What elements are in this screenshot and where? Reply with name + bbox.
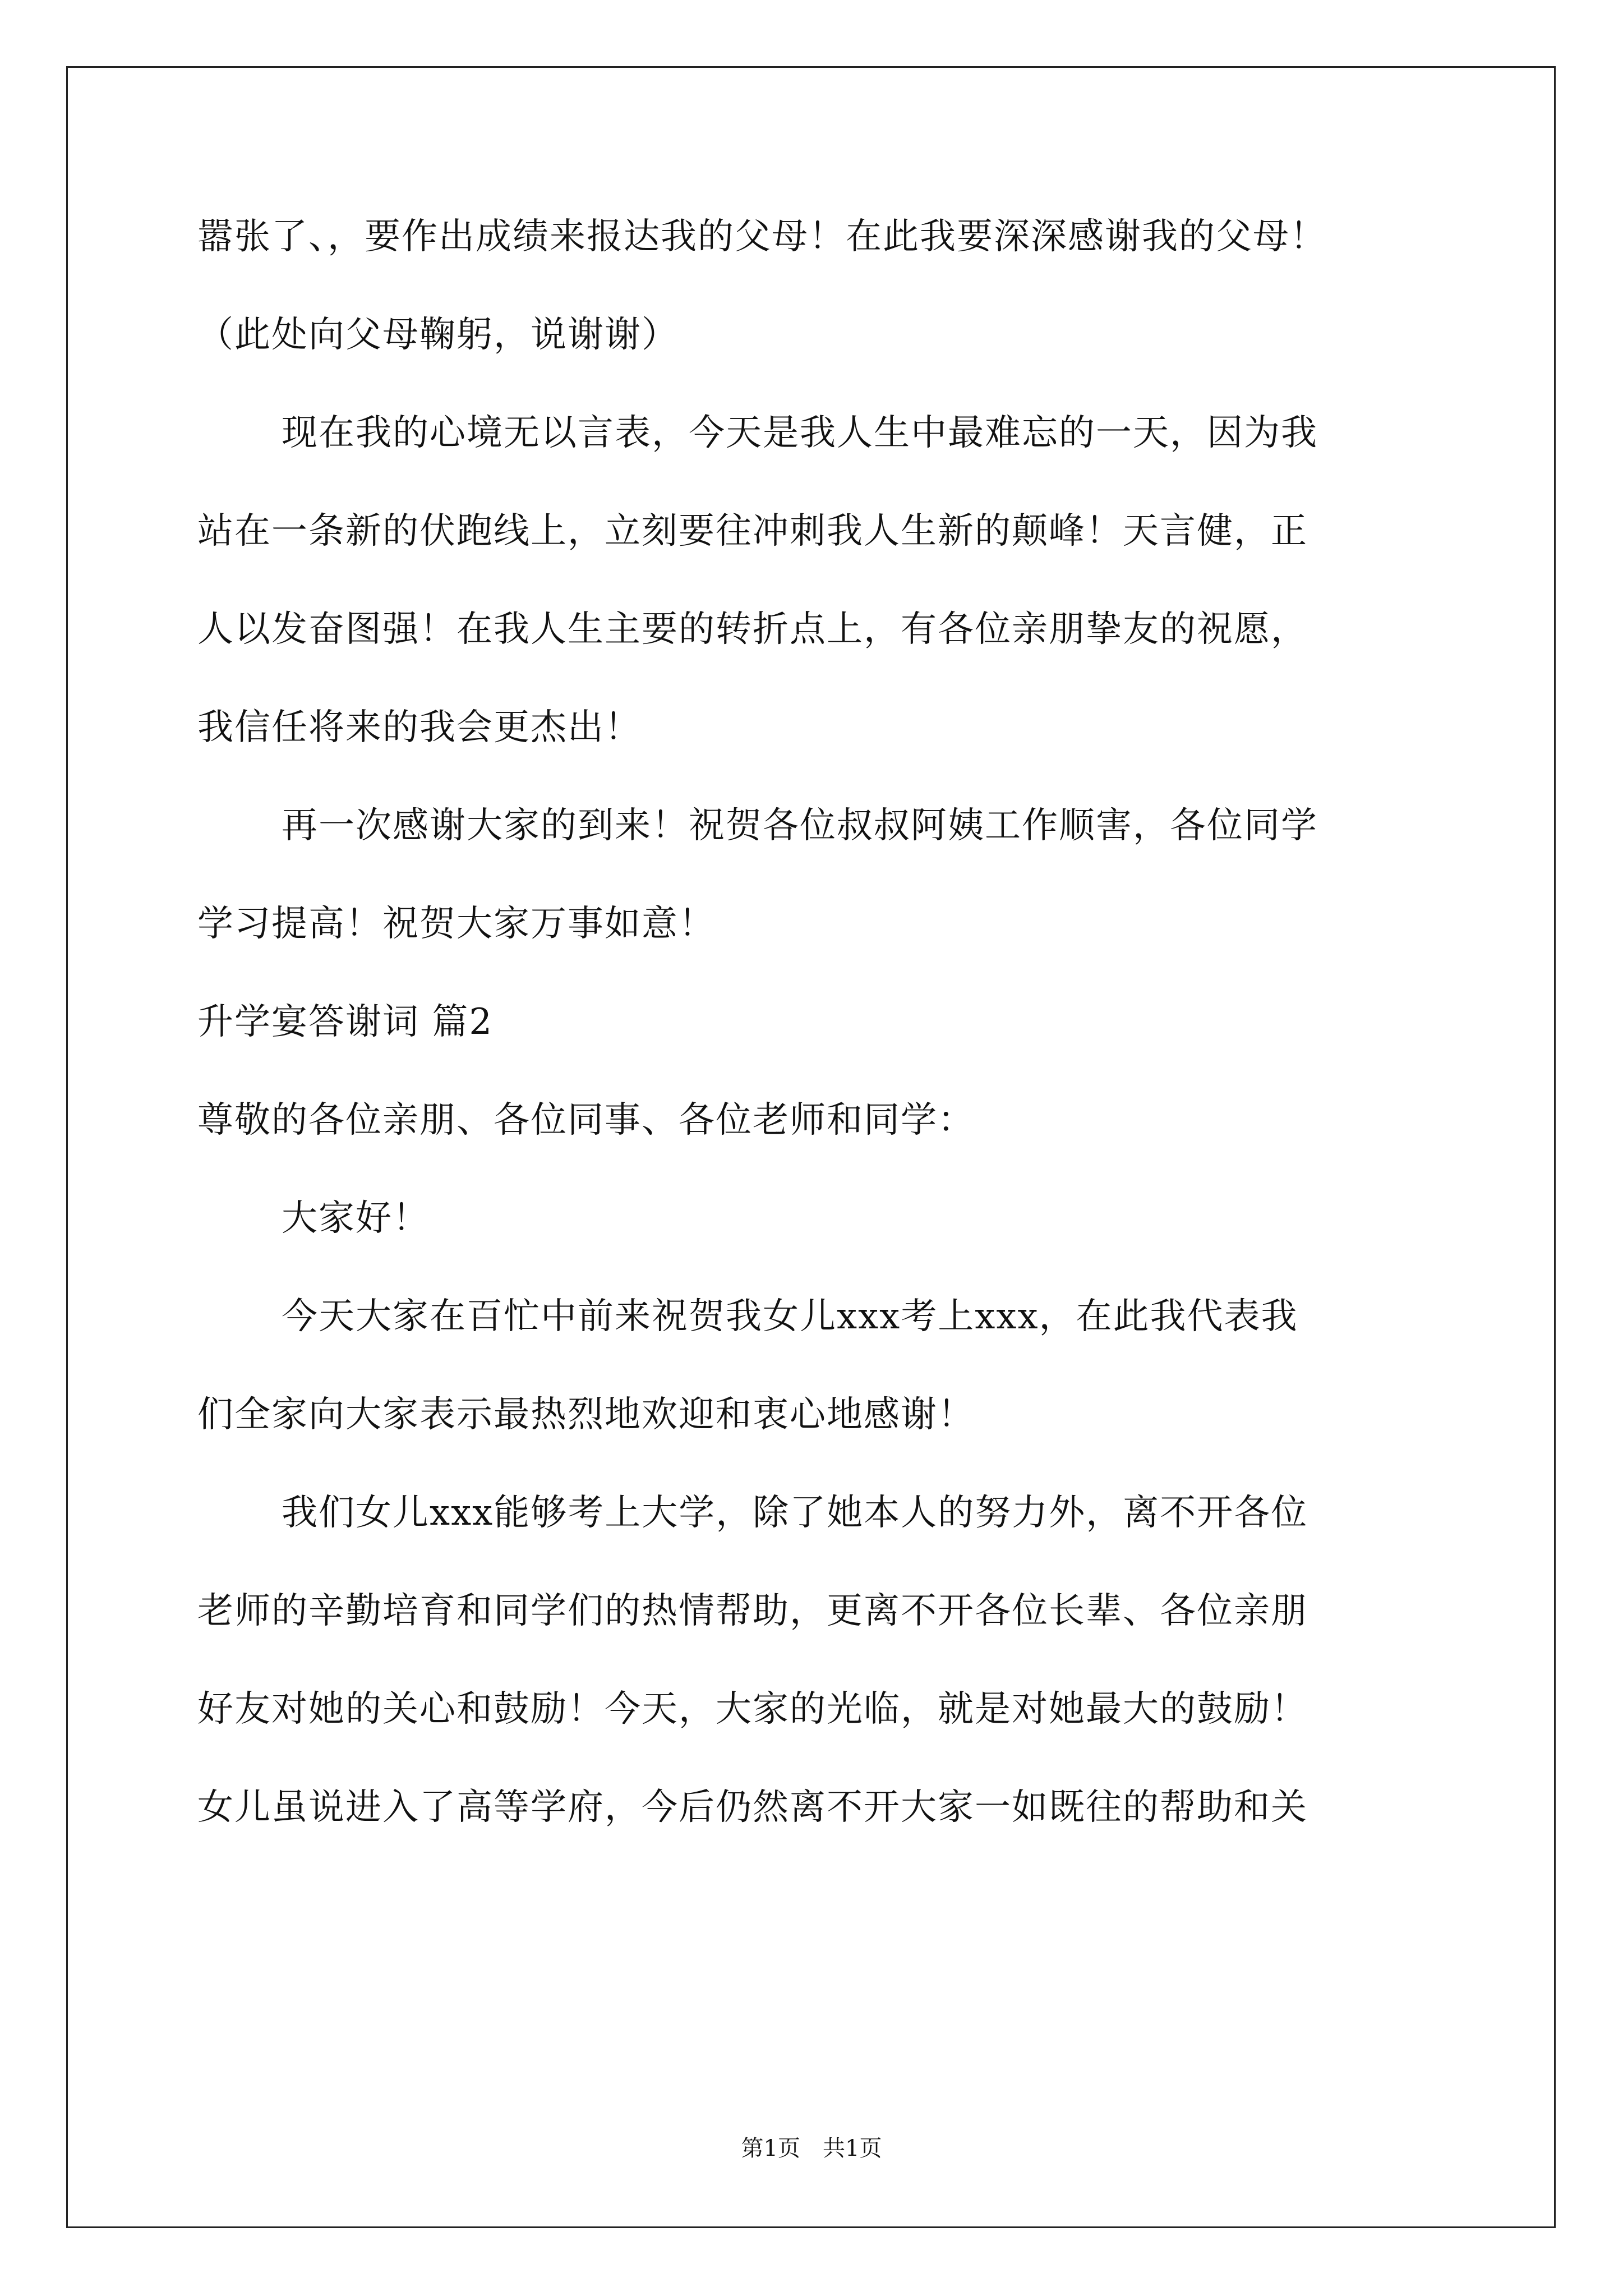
page-number-footer: 第1页 共1页 (741, 2136, 882, 2161)
paragraph-line: 们全家向大家表示最热烈地欢迎和衷心地感谢！ (197, 1394, 975, 1435)
paragraph-line: 再一次感谢大家的到来！祝贺各位叔叔阿姨工作顺害，各位同学 (282, 805, 1318, 846)
paragraph-line: 现在我的心境无以言表，今天是我人生中最难忘的一天，因为我 (282, 412, 1318, 454)
paragraph-line: （此处向父母鞠躬，说谢谢） (197, 314, 679, 356)
paragraph-line: 好友对她的关心和鼓励！今天，大家的光临，就是对她最大的鼓励！ (197, 1688, 1308, 1730)
paragraph-line: 嚣张了、，要作出成绩来报达我的父母！在此我要深深感谢我的父母！ (197, 216, 1327, 257)
document-body (197, 213, 1431, 1882)
paragraph-line: 老师的辛勤培育和同学们的热情帮助，更离不开各位长辈、各位亲朋 (197, 1590, 1308, 1632)
paragraph-line: 站在一条新的伏跑线上，立刻要往冲刺我人生新的颠峰！天言健，正 (197, 510, 1308, 552)
paragraph-line: 人以发奋图强！在我人生主要的转折点上，有各位亲朋挚友的祝愿， (197, 609, 1308, 650)
paragraph-line: 今天大家在百忙中前来祝贺我女儿xxx考上xxx，在此我代表我 (282, 1296, 1298, 1337)
paragraph-line: 我信任将来的我会更杰出！ (197, 707, 642, 748)
salutation: 尊敬的各位亲朋、各位同事、各位老师和同学： (197, 1099, 975, 1141)
section-heading: 升学宴答谢词 篇2 (197, 1001, 494, 1043)
paragraph-line: 我们女儿xxx能够考上大学，除了她本人的努力外，离不开各位 (282, 1492, 1308, 1534)
paragraph-line: 女儿虽说进入了高等学府，今后仍然离不开大家一如既往的帮助和关 (197, 1787, 1308, 1828)
greeting: 大家好！ (282, 1198, 430, 1239)
paragraph-line: 学习提高！祝贺大家万事如意！ (197, 903, 716, 945)
